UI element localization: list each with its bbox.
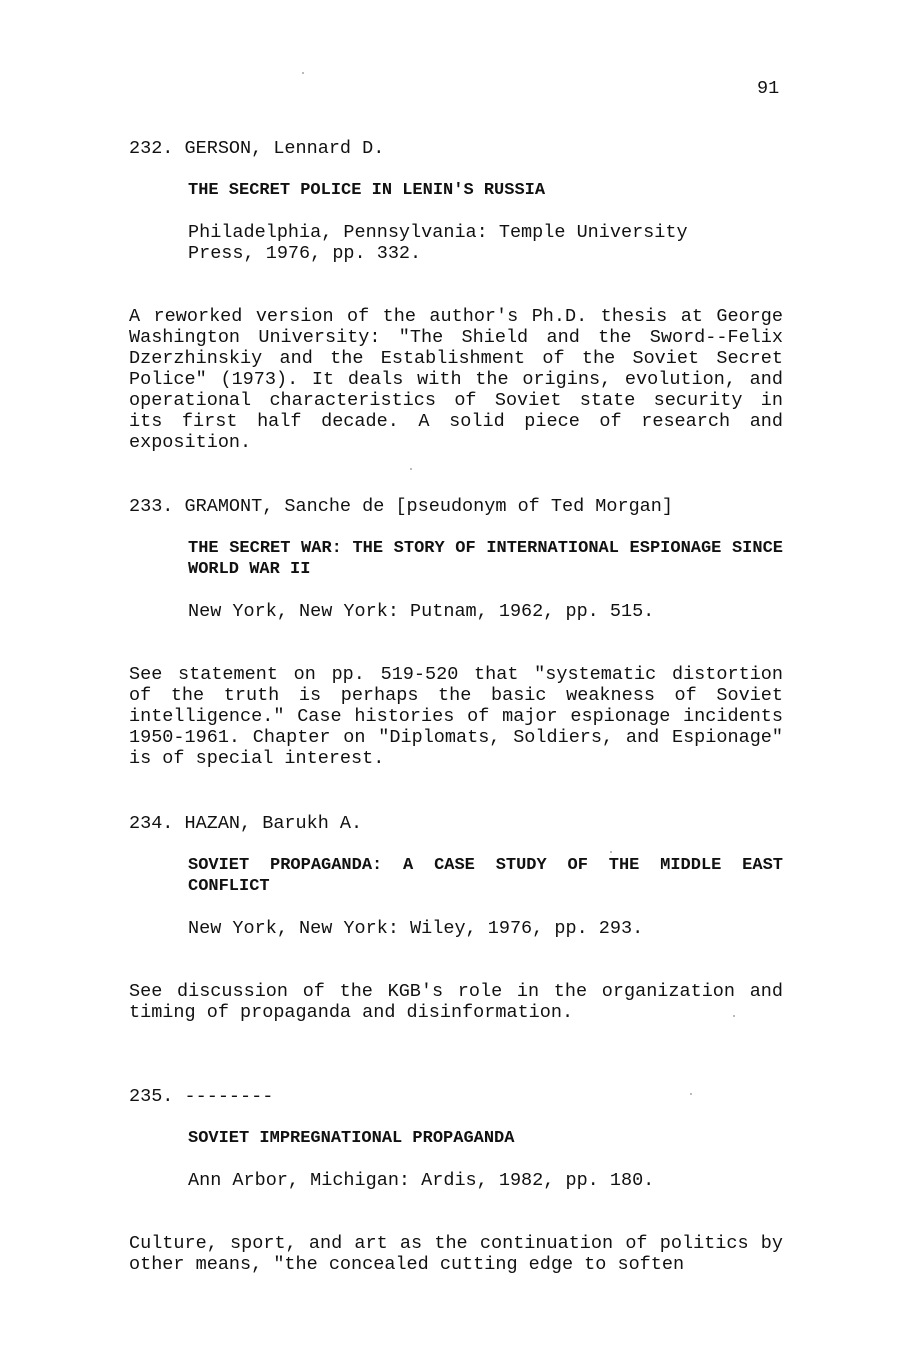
entry-heading: 235. -------- [129, 1086, 274, 1107]
entry-title: THE SECRET POLICE IN LENIN'S RUSSIA [188, 181, 546, 200]
entry-title: SOVIET IMPREGNATIONAL PROPAGANDA [188, 1129, 515, 1148]
entry-publication: Philadelphia, Pennsylvania: Temple University Press, 1976, pp. 332. [188, 222, 688, 264]
entry-annotation: See statement on pp. 519-520 that "systematic distortion of the truth is perhaps the basic weakness of Soviet intelligence." Case histories of major espionage incidents 1950-1961. Chapter on "Diplomats, Soldiers, and Espionage" is of special interest. [129, 664, 783, 769]
scan-speck [610, 851, 612, 853]
entry-publication: Ann Arbor, Michigan: Ardis, 1982, pp. 180. [188, 1170, 655, 1191]
page-number: 91 [757, 78, 780, 99]
entry-heading: 232. GERSON, Lennard D. [129, 138, 385, 159]
entry-publication: New York, New York: Putnam, 1962, pp. 515. [188, 601, 655, 622]
scan-speck [733, 1015, 735, 1017]
bibliography-entry-235 [129, 1086, 783, 1275]
entry-heading: 233. GRAMONT, Sanche de [pseudonym of Ted Morgan] [129, 496, 673, 517]
scan-speck [410, 468, 412, 470]
scan-speck [690, 1093, 692, 1095]
entry-title: THE SECRET WAR: THE STORY OF INTERNATIONAL ESPIONAGE SINCE WORLD WAR II [188, 539, 783, 579]
entry-annotation: See discussion of the KGB's role in the organization and timing of propaganda and disinformation. [129, 981, 783, 1023]
bibliography-entry-233 [129, 496, 783, 769]
entry-annotation: Culture, sport, and art as the continuation of politics by other means, "the concealed cutting edge to soften [129, 1233, 783, 1275]
entry-title: SOVIET PROPAGANDA: A CASE STUDY OF THE MIDDLE EAST CONFLICT [188, 856, 783, 896]
entry-heading: 234. HAZAN, Barukh A. [129, 813, 363, 834]
entry-publication: New York, New York: Wiley, 1976, pp. 293. [188, 918, 644, 939]
bibliography-entry-232 [129, 138, 783, 453]
entry-annotation: A reworked version of the author's Ph.D. thesis at George Washington University: "The Shield and the Sword--Felix Dzerzhinskiy and the Establishment of the Soviet Secret Police" (1973). It deals with the origins, evolution, and operational characteristics of Soviet state security in its first half decade. A solid piece of research and exposition. [129, 306, 783, 453]
scan-speck [302, 72, 304, 74]
bibliography-entry-234 [129, 813, 783, 1023]
